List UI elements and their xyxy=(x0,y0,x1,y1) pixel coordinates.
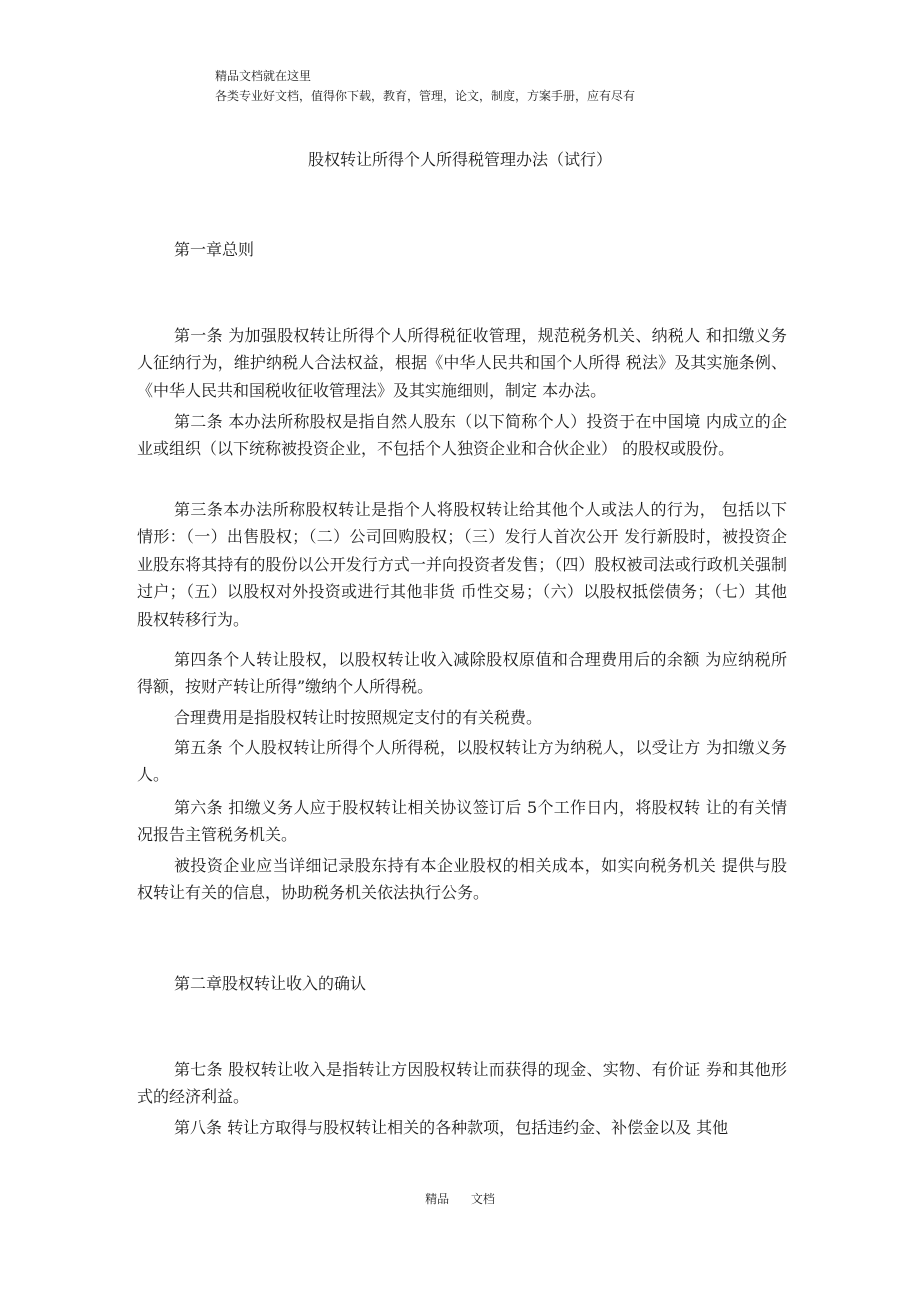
document-title: 股权转让所得个人所得税管理办法（试行） xyxy=(307,150,612,169)
article-6: 第六条 扣缴义务人应于股权转让相关协议签订后 5个工作日内，将股权转 让的有关情况报告主管税务机关。 xyxy=(137,798,787,845)
page-header xyxy=(215,66,635,106)
article-4-note: 合理费用是指股权转让时按照规定支付的有关税费。 xyxy=(174,708,543,727)
page-footer xyxy=(0,1190,920,1208)
article-5: 第五条 个人股权转让所得个人所得税，以股权转让方为纳税人，以受让方 为扣缴义务人。 xyxy=(137,738,787,785)
article-4: 第四条个人转让股权，以股权转让收入减除股权原值和合理费用后的余额 为应纳税所得额，按财产转让所得”缴纳个人所得税。 xyxy=(137,650,787,697)
article-3: 第三条本办法所称股权转让是指个人将股权转让给其他个人或法人的行为， 包括以下情形：（一）出售股权；（二）公司回购股权；（三）发行人首次公开 发行新股时，被投资企业股东将其持有的股份以公开发行方式一并向投资者发售；（四）股权被司法或行政机关强制过户；（五）以股权对外投资或进行其他非货 币性交易；（六）以股权抵偿债务；（七）其他股权转移行为。 xyxy=(137,500,787,629)
article-2: 第二条 本办法所称股权是指自然人股东（以下简称个人）投资于在中国境 内成立的企业或组织（以下统称被投资企业，不包括个人独资企业和合伙企业） 的股权或股份。 xyxy=(137,412,787,459)
article-7: 第七条 股权转让收入是指转让方因股权转让而获得的现金、实物、有价证 券和其他形式的经济利益。 xyxy=(137,1060,787,1107)
header-line-1: 精品文档就在这里 xyxy=(215,69,312,83)
article-1: 第一条 为加强股权转让所得个人所得税征收管理，规范税务机关、纳税人 和扣缴义务人征纳行为，维护纳税人合法权益，根据《中华人民共和国个人所得 税法》及其实施条例、《中华人民共和国税收征收管理法》及其实施细则，制定 本办法。 xyxy=(137,326,787,400)
article-8: 第八条 转让方取得与股权转让相关的各种款项，包括违约金、补偿金以及 其他 xyxy=(174,1118,729,1137)
header-line-2: 各类专业好文档，值得你下载，教育，管理，论文，制度，方案手册，应有尽有 xyxy=(215,89,636,103)
chapter-heading-2: 第二章股权转让收入的确认 xyxy=(174,974,367,993)
footer-left: 精品 xyxy=(425,1192,450,1206)
footer-right: 文档 xyxy=(470,1192,495,1206)
article-6-note: 被投资企业应当详细记录股东持有本企业股权的相关成本，如实向税务机关 提供与股权转让有关的信息，协助税务机关依法执行公务。 xyxy=(137,856,787,903)
chapter-heading-1: 第一章总则 xyxy=(174,240,255,259)
